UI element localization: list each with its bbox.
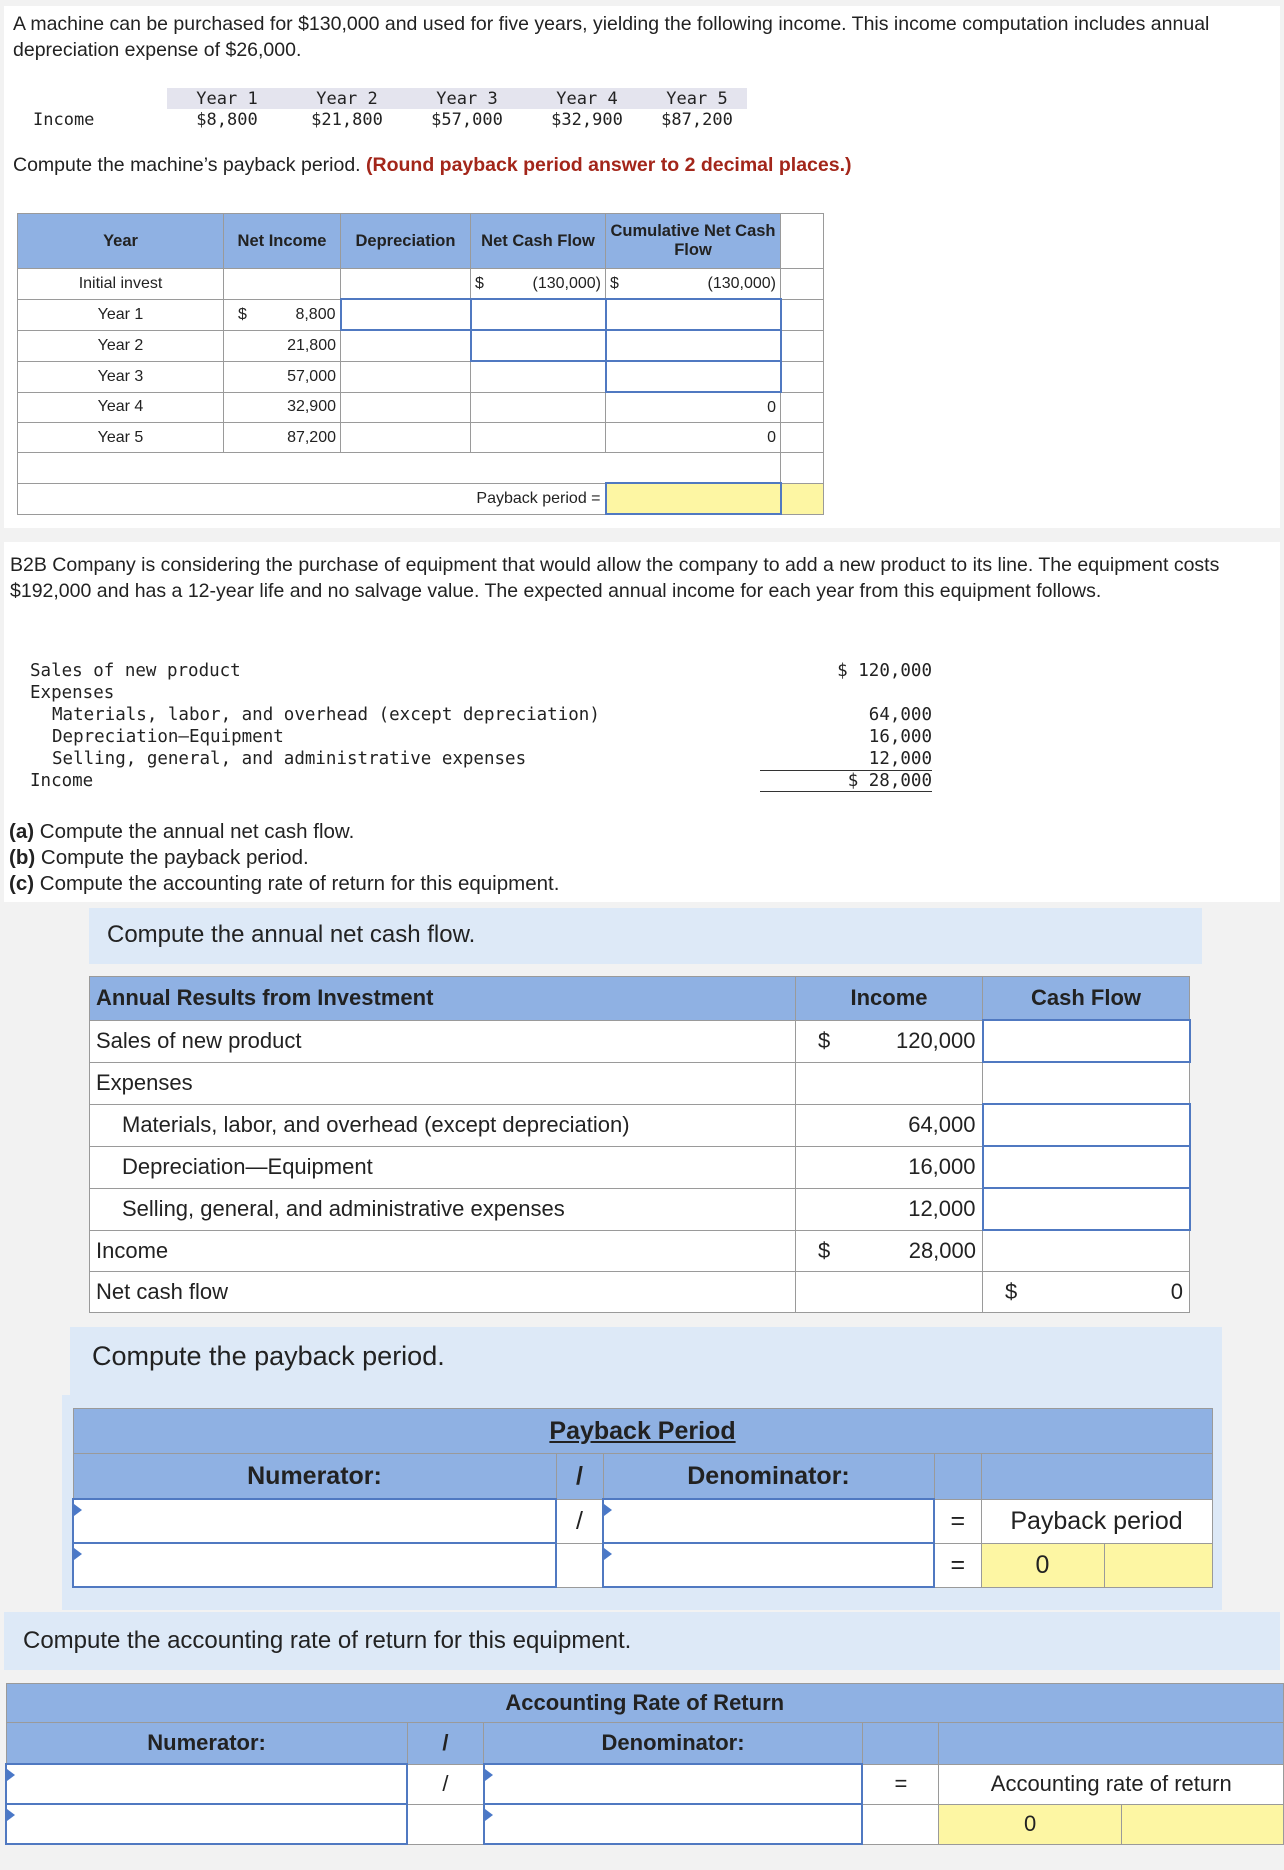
ni-value: 32,900 [224, 392, 341, 423]
part-tag: (b) [9, 846, 36, 869]
cum-value: 0 [606, 392, 781, 423]
ni-value: 21,800 [224, 330, 341, 361]
year-3-header: Year 3 [407, 88, 527, 109]
cash-flow-input-sga[interactable] [983, 1188, 1190, 1230]
table-row [18, 269, 824, 300]
col-header-year: Year [18, 214, 224, 269]
table-row [90, 1146, 1190, 1188]
year-2-header: Year 2 [287, 88, 407, 109]
payback-result-label: Payback period [981, 1499, 1212, 1543]
input-marker-icon [485, 1769, 493, 1781]
net-cash-flow-value: 0 [1170, 1279, 1183, 1304]
table-row [90, 1020, 1190, 1062]
row-label: Selling, general, and administrative expenses [90, 1188, 796, 1230]
cum-value: 0 [606, 423, 781, 453]
cash-flow-input-depreciation[interactable] [983, 1146, 1190, 1188]
part-text: Compute the accounting rate of return for this equipment. [34, 872, 560, 895]
cum-cell [606, 269, 781, 300]
input-marker-icon [604, 1504, 612, 1516]
part-text: Compute the payback period. [35, 846, 309, 869]
stmt-item-value: 64,000 [868, 705, 932, 725]
table-row [90, 1188, 1190, 1230]
table-row [18, 423, 824, 453]
cash-flow-input-materials[interactable] [983, 1104, 1190, 1146]
table-row [90, 1272, 1190, 1313]
section-b-title: Compute the payback period. [92, 1341, 445, 1371]
row-year: Year 4 [18, 392, 224, 423]
stmt-income-label: Income [30, 771, 94, 791]
section-b-header [70, 1327, 1222, 1395]
col-header-income: Income [796, 977, 983, 1021]
cash-flow-table [89, 976, 1191, 1313]
input-marker-icon [485, 1809, 493, 1821]
ni-value: 57,000 [224, 361, 341, 392]
stmt-sales-value: $ 120,000 [837, 661, 932, 681]
payback-numerator-input[interactable] [73, 1499, 556, 1543]
arr-table-title: Accounting Rate of Return [6, 1684, 1284, 1723]
slash-header: / [556, 1454, 603, 1500]
payback-denominator-input[interactable] [603, 1499, 934, 1543]
stmt-item-value: 16,000 [868, 727, 932, 747]
col-header-depreciation: Depreciation [341, 214, 471, 269]
ncf-value: (130,000) [532, 274, 601, 292]
year-5-header: Year 5 [647, 88, 747, 109]
payback-schedule-table [17, 213, 824, 515]
equals-sign: = [934, 1543, 981, 1587]
income-year-5: $87,200 [661, 109, 733, 130]
row-label: Net cash flow [90, 1272, 796, 1313]
cum-value: (130,000) [707, 274, 776, 292]
slash: / [407, 1764, 484, 1804]
table-row [18, 361, 824, 392]
payback-result-value: 0 [981, 1543, 1104, 1587]
arr-denominator-header: Denominator: [484, 1723, 863, 1765]
problem1-income-table [13, 88, 747, 130]
arr-numerator-header: Numerator: [6, 1723, 407, 1765]
stmt-item-label: Selling, general, and administrative expenses [52, 749, 527, 769]
income-value: 64,000 [796, 1104, 983, 1146]
ni-value: 87,200 [224, 423, 341, 453]
income-cell [796, 1020, 983, 1062]
arr-slash-header: / [407, 1723, 484, 1765]
net-cash-flow-cell [983, 1272, 1190, 1313]
stmt-sales-label: Sales of new product [30, 661, 241, 681]
table-row [90, 1062, 1190, 1104]
income-year-2: $21,800 [311, 109, 383, 130]
table-row [18, 330, 824, 361]
col-header-net-cash-flow: Net Cash Flow [471, 214, 606, 269]
arr-numerator-input-2[interactable] [6, 1804, 407, 1844]
stmt-item-label: Materials, labor, and overhead (except depreciation) [52, 705, 600, 725]
cum-input-year-2[interactable] [606, 330, 781, 361]
instruction-note: (Round payback period answer to 2 decimal places.) [366, 154, 852, 176]
income-cell [796, 1230, 983, 1272]
row-label: Materials, labor, and overhead (except depreciation) [90, 1104, 796, 1146]
payback-formula-table [72, 1408, 1213, 1588]
part-b [9, 845, 559, 871]
problem2-intro: B2B Company is considering the purchase of equipment that would allow the company to add a new product to its line. The equipment costs $192,000 and has a 12-year life and no salvage value. The expected annual income for each year from this equipment follows. [10, 554, 1220, 602]
input-marker-icon [74, 1504, 82, 1516]
year-4-header: Year 4 [527, 88, 647, 109]
income-value: 28,000 [908, 1237, 976, 1263]
year-1-header: Year 1 [167, 88, 287, 109]
equals-sign: = [934, 1499, 981, 1543]
table-row [90, 1230, 1190, 1272]
stmt-income-value: $ 28,000 [760, 770, 932, 792]
table-row [18, 299, 824, 330]
slash: / [556, 1499, 603, 1543]
payback-table-title [73, 1409, 1212, 1454]
row-year: Year 3 [18, 361, 224, 392]
row-label: Income [90, 1230, 796, 1272]
numerator-header: Numerator: [73, 1454, 556, 1500]
depreciation-input-year-1[interactable] [341, 299, 471, 330]
arr-numerator-input[interactable] [6, 1764, 407, 1804]
payback-numerator-input-2[interactable] [73, 1543, 556, 1587]
ni-value: 8,800 [295, 305, 336, 323]
stmt-item-label: Depreciation—Equipment [52, 727, 284, 747]
income-year-3: $57,000 [431, 109, 503, 130]
payback-table-title-text: Payback Period [549, 1416, 736, 1445]
input-marker-icon [74, 1548, 82, 1560]
table-row [90, 1104, 1190, 1146]
arr-result-label: Accounting rate of return [939, 1764, 1284, 1804]
col-header-cash-flow: Cash Flow [983, 977, 1190, 1021]
problem1-instruction [13, 152, 852, 178]
dollar-sign: $ [238, 305, 247, 323]
ncf-input-year-1[interactable] [471, 299, 606, 330]
part-tag: (a) [9, 820, 35, 843]
dollar-sign: $ [818, 1237, 831, 1263]
dollar-sign: $ [1005, 1279, 1018, 1304]
instruction-text: Compute the machine’s payback period. [13, 154, 361, 176]
section-c-title: Compute the accounting rate of return for this equipment. [23, 1627, 632, 1654]
part-tag: (c) [9, 872, 35, 895]
row-label: Sales of new product [90, 1020, 796, 1062]
section-c-header [4, 1612, 1280, 1670]
dollar-sign: $ [818, 1028, 831, 1053]
col-header-cumulative: Cumulative Net Cash Flow [606, 214, 781, 269]
denominator-header: Denominator: [603, 1454, 934, 1500]
cum-input-year-3[interactable] [606, 361, 781, 392]
income-year-1: $8,800 [196, 109, 258, 130]
input-marker-icon [7, 1769, 15, 1781]
row-label: Expenses [90, 1062, 796, 1104]
arr-formula-table [5, 1683, 1284, 1845]
ncf-cell [471, 269, 606, 300]
income-value: 16,000 [796, 1146, 983, 1188]
parts-list [9, 819, 559, 897]
row-year: Year 2 [18, 330, 224, 361]
payback-denominator-input-2[interactable] [603, 1543, 934, 1587]
col-header-net-income: Net Income [224, 214, 341, 269]
arr-denominator-input-2[interactable] [484, 1804, 863, 1844]
section-a-title: Compute the annual net cash flow. [107, 921, 476, 948]
payback-period-label: Payback period = [18, 483, 606, 514]
row-label: Depreciation—Equipment [90, 1146, 796, 1188]
problem1-intro: A machine can be purchased for $130,000 and used for five years, yielding the following income. This income computation includes annual depreciation expense of $26,000. [13, 13, 1210, 61]
stmt-expenses-label: Expenses [30, 683, 115, 703]
arr-result-value: 0 [939, 1804, 1121, 1844]
col-header-annual-results: Annual Results from Investment [90, 977, 796, 1021]
row-year: Year 5 [18, 423, 224, 453]
equals-sign: = [862, 1764, 939, 1804]
income-value: 12,000 [796, 1188, 983, 1230]
row-year: Initial invest [18, 269, 224, 300]
income-statement [30, 660, 932, 800]
ncf-input-year-2[interactable] [471, 330, 606, 361]
section-a-header [89, 908, 1202, 964]
dollar-sign: $ [610, 274, 619, 292]
stmt-item-value: 12,000 [868, 749, 932, 769]
dollar-sign: $ [475, 274, 484, 292]
arr-denominator-input[interactable] [484, 1764, 863, 1804]
input-marker-icon [604, 1548, 612, 1560]
part-a [9, 819, 559, 845]
cash-flow-input-sales[interactable] [983, 1020, 1190, 1062]
part-text: Compute the annual net cash flow. [34, 820, 355, 843]
row-year: Year 1 [18, 299, 224, 330]
income-value: 120,000 [895, 1028, 976, 1053]
payback-period-input[interactable] [606, 483, 781, 514]
part-c [9, 871, 559, 897]
income-row-label: Income [33, 109, 95, 130]
ni-cell [224, 299, 341, 330]
table-row [18, 392, 824, 423]
income-year-4: $32,900 [551, 109, 623, 130]
input-marker-icon [7, 1809, 15, 1821]
cum-input-year-1[interactable] [606, 299, 781, 330]
